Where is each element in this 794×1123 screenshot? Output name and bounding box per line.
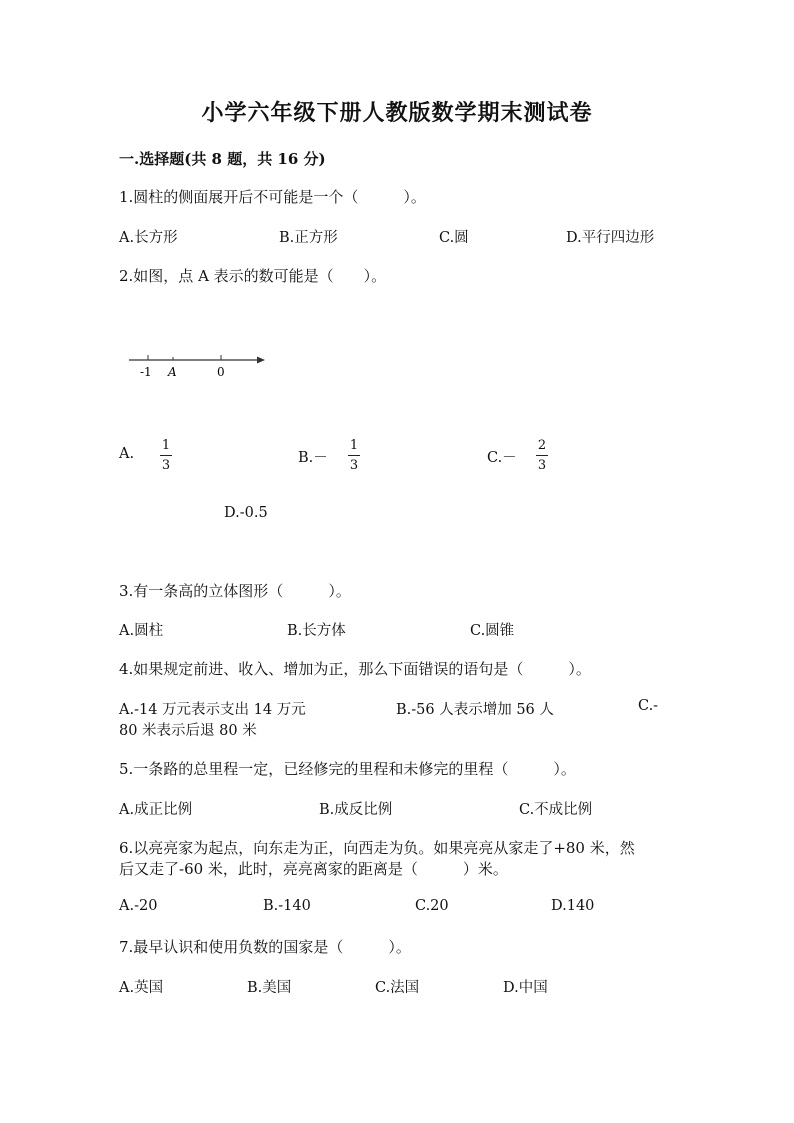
fraction-numerator: 1 [349,438,359,453]
label-minus-one: -1 [140,365,152,379]
q4-option-a[interactable]: A.-14 万元表示支出 14 万元 [119,702,306,718]
q4-option-c[interactable]: C.- [638,698,659,714]
q5-option-b[interactable]: B.成反比例 [319,802,393,818]
q7-option-b[interactable]: B.美国 [247,980,292,996]
q3-option-b[interactable]: B.长方体 [287,623,346,639]
q2-option-a-prefix[interactable]: A. [119,446,135,462]
question-5-stem: 5.一条路的总里程一定，已经修完的里程和未修完的里程（ ）。 [119,760,576,778]
fraction-bar [348,455,360,456]
fraction-numerator: 2 [537,438,547,453]
q6-option-b[interactable]: B.-140 [263,898,311,914]
q3-option-a[interactable]: A.圆柱 [119,623,164,639]
question-7-stem: 7.最早认识和使用负数的国家是（ ）。 [119,938,411,956]
q3-option-c[interactable]: C.圆锥 [470,623,515,639]
q7-option-c[interactable]: C.法国 [375,980,420,996]
fraction-bar [160,455,172,456]
q2-option-c-prefix[interactable]: C.－ [487,450,517,466]
question-3-stem: 3.有一条高的立体图形（ ）。 [119,582,351,600]
q1-option-a[interactable]: A.长方形 [119,230,178,246]
q1-option-d[interactable]: D.平行四边形 [566,230,655,246]
question-2-stem: 2.如图，点 A 表示的数可能是（ ）。 [119,267,387,285]
fraction-bar [536,455,548,456]
q1-option-c[interactable]: C.圆 [439,230,469,246]
q1-option-b[interactable]: B.正方形 [279,230,338,246]
question-1-stem: 1.圆柱的侧面展开后不可能是一个（ ）。 [119,188,426,206]
q2-option-b-fraction [347,439,361,472]
q6-option-d[interactable]: D.140 [551,898,595,914]
q4-option-c-continued: 80 米表示后退 80 米 [119,723,257,739]
q6-option-c[interactable]: C.20 [415,898,449,914]
number-line-arrow [257,357,265,364]
fraction-denominator: 3 [161,458,171,473]
section-heading: 一.选择题(共 8 题，共 16 分) [119,150,326,168]
q5-option-c[interactable]: C.不成比例 [519,802,593,818]
q6-option-a[interactable]: A.-20 [119,898,158,914]
q2-option-a-fraction [159,439,173,472]
fraction-denominator: 3 [349,458,359,473]
question-4-stem: 4.如果规定前进、收入、增加为正，那么下面错误的语句是（ ）。 [119,660,591,678]
question-6-stem-line-1: 6.以亮亮家为起点，向东走为正，向西走为负。如果亮亮从家走了+80 米，然 [119,839,635,857]
question-6-stem-line-2: 后又走了-60 米，此时，亮亮离家的距离是（ ）米。 [119,860,508,878]
fraction-numerator: 1 [161,438,171,453]
label-a: A [168,365,177,379]
q2-option-b-prefix[interactable]: B.－ [298,450,328,466]
q2-option-d[interactable]: D.-0.5 [224,505,268,521]
fraction-denominator: 3 [537,458,547,473]
number-line-figure [126,350,271,382]
q2-option-c-fraction [535,439,549,472]
page-title: 小学六年级下册人教版数学期末测试卷 [201,100,593,126]
label-zero: 0 [217,365,225,379]
q7-option-a[interactable]: A.英国 [119,980,164,996]
q7-option-d[interactable]: D.中国 [503,980,548,996]
q5-option-a[interactable]: A.成正比例 [119,802,193,818]
q4-option-b[interactable]: B.-56 人表示增加 56 人 [396,702,554,718]
